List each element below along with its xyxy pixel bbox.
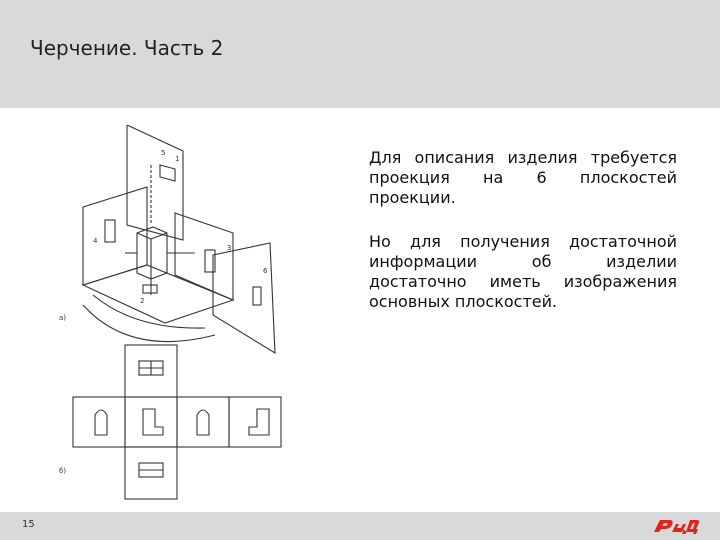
content-text	[369, 148, 677, 336]
header-bar	[0, 0, 720, 108]
num-2: 2	[140, 297, 145, 305]
footer-bar	[0, 512, 720, 540]
projection-drawing	[55, 125, 295, 515]
paragraph-1: Для описания изделия требуется проекция на 6 плоскостей проекции.	[369, 148, 677, 207]
label-a: а)	[59, 314, 67, 322]
slide-title: Черчение. Часть 2	[30, 36, 224, 60]
label-b: б)	[59, 467, 67, 475]
num-3: 3	[227, 244, 232, 252]
num-1: 1	[175, 155, 180, 163]
rzd-logo-icon	[650, 516, 702, 536]
paragraph-2: Но для получения достаточной информации об изделии достаточно иметь изображения основных плоскостей.	[369, 232, 677, 311]
page-number: 15	[22, 519, 35, 530]
num-6: 6	[263, 267, 268, 275]
num-4: 4	[93, 237, 98, 245]
num-5: 5	[161, 149, 166, 157]
